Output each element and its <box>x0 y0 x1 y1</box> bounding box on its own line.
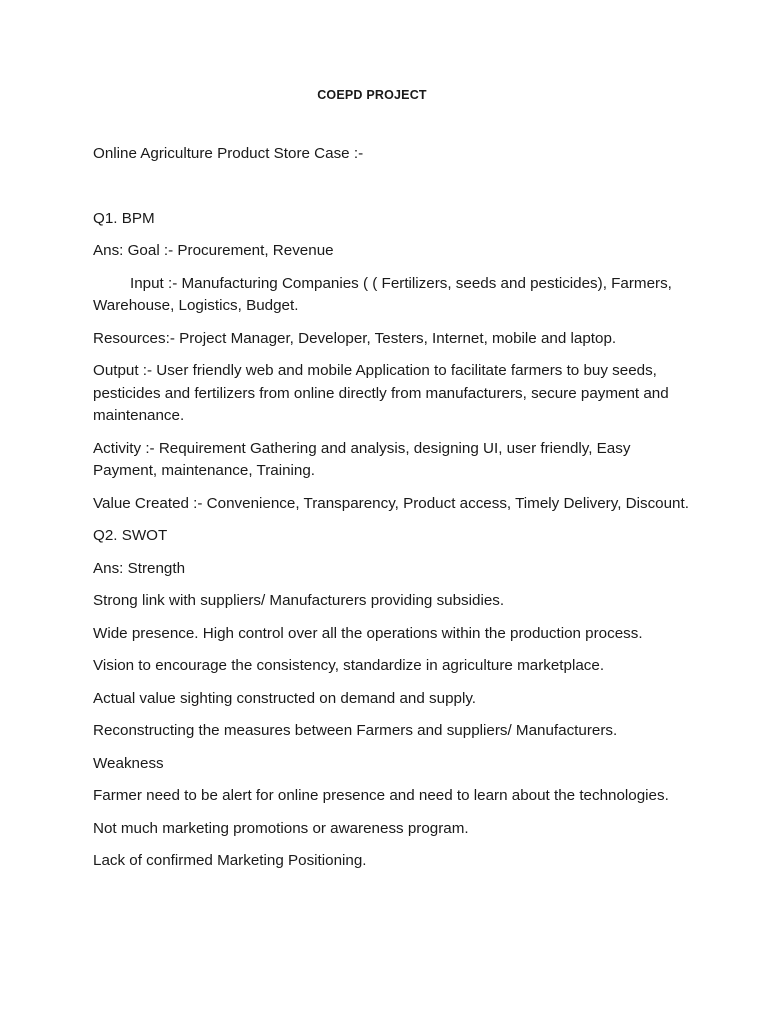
strength-item: Reconstructing the measures between Farmers and suppliers/ Manufacturers. <box>93 722 618 739</box>
activity-paragraph: Activity :- Requirement Gathering and analysis, designing UI, user friendly, Easy Payment, maintenance, Training. <box>93 439 631 479</box>
input-paragraph <box>93 273 693 318</box>
question-bpm: Q1. BPM <box>93 209 155 227</box>
answer-goal: Ans: Goal :- Procurement, Revenue <box>93 242 334 259</box>
strength-item: Actual value sighting constructed on demand and supply. <box>93 689 477 707</box>
answer-strength: Ans: Strength <box>93 559 186 577</box>
resources-paragraph: Resources:- Project Manager, Developer, Testers, Internet, mobile and laptop. <box>93 329 617 347</box>
document-title: COEPD PROJECT <box>317 88 427 102</box>
question-swot: Q2. SWOT <box>93 527 168 544</box>
weakness-heading: Weakness <box>93 754 164 772</box>
weakness-item: Lack of confirmed Marketing Positioning. <box>93 852 367 869</box>
case-heading: Online Agriculture Product Store Case :- <box>93 145 364 162</box>
value-created-paragraph: Value Created :- Convenience, Transparency, Product access, Timely Delivery, Discount. <box>93 494 689 512</box>
document-body <box>93 143 693 883</box>
weakness-item: Not much marketing promotions or awareness program. <box>93 819 469 837</box>
strength-item: Strong link with suppliers/ Manufacturers providing subsidies. <box>93 592 505 609</box>
output-paragraph: Output :- User friendly web and mobile Application to facilitate farmers to buy seeds, pesticides and fertilizers from online directly from manufacturers, secure payment and maintenance. <box>93 362 669 424</box>
weakness-item: Farmer need to be alert for online presence and need to learn about the technologies. <box>93 787 669 804</box>
input-text: Input :- Manufacturing Companies ( ( Fertilizers, seeds and pesticides), Farmers, Warehouse, Logistics, Budget. <box>93 274 672 314</box>
strength-item: Vision to encourage the consistency, standardize in agriculture marketplace. <box>93 657 605 674</box>
strength-item: Wide presence. High control over all the operations within the production process. <box>93 624 643 642</box>
